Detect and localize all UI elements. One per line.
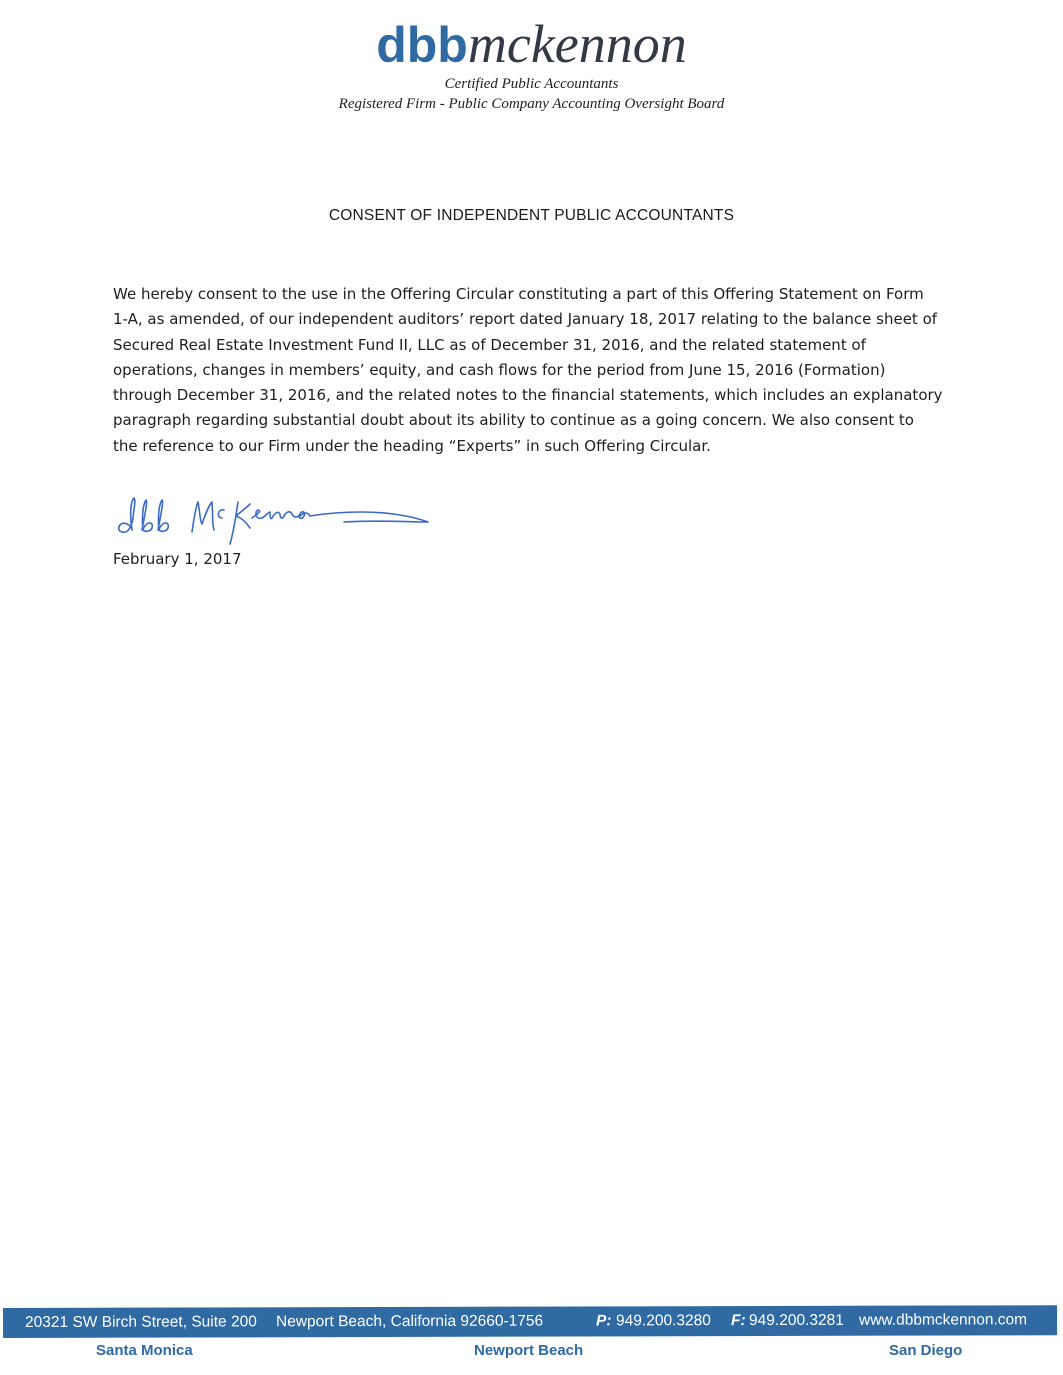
consent-paragraph: We hereby consent to the use in the Offering Circular constituting a part of this Offering Statement on Form 1-A, as amended, of our independent auditors’ report dated January 18, 2017 relating to the balance sheet of Secured Real Estate Investment Fund II, LLC as of December 31, 2016, and the related statement of operations, changes in members’ equity, and cash flows for the period from June 15, 2016 (Formation) through December 31, 2016, and the related notes to the financial statements, which includes an explanatory paragraph regarding substantial doubt about its ability to continue as a going concern. We also consent to the reference to our Firm under the heading “Experts” in such Offering Circular. bbox=[113, 285, 943, 455]
footer-fax: 949.200.3281 bbox=[749, 1311, 844, 1330]
signature-image bbox=[112, 488, 442, 548]
footer-website[interactable]: www.dbbmckennon.com bbox=[859, 1311, 1028, 1329]
office-san-diego: San Diego bbox=[889, 1342, 963, 1359]
office-newport-beach: Newport Beach bbox=[474, 1342, 584, 1359]
tagline-pcaob: Registered Firm - Public Company Accounting Oversight Board bbox=[338, 96, 725, 112]
letter-date: February 1, 2017 bbox=[113, 550, 242, 568]
footer-phone-label: P: bbox=[596, 1312, 612, 1330]
tagline-cpa: Certified Public Accountants bbox=[444, 76, 619, 92]
footer-contact-bar bbox=[3, 1305, 1057, 1338]
footer-phone: 949.200.3280 bbox=[616, 1312, 711, 1330]
logo-italic-text: mckennon bbox=[467, 14, 687, 74]
document-title: CONSENT OF INDEPENDENT PUBLIC ACCOUNTANTS bbox=[328, 207, 735, 224]
office-santa-monica: Santa Monica bbox=[96, 1342, 193, 1359]
logo-bold-text: dbb bbox=[376, 17, 468, 73]
footer-fax-label: F: bbox=[731, 1312, 746, 1330]
footer-address: 20321 SW Birch Street, Suite 200 bbox=[25, 1313, 257, 1331]
letterhead bbox=[0, 14, 1063, 114]
footer-city: Newport Beach, California 92660-1756 bbox=[276, 1312, 544, 1331]
company-logo bbox=[0, 14, 1063, 74]
